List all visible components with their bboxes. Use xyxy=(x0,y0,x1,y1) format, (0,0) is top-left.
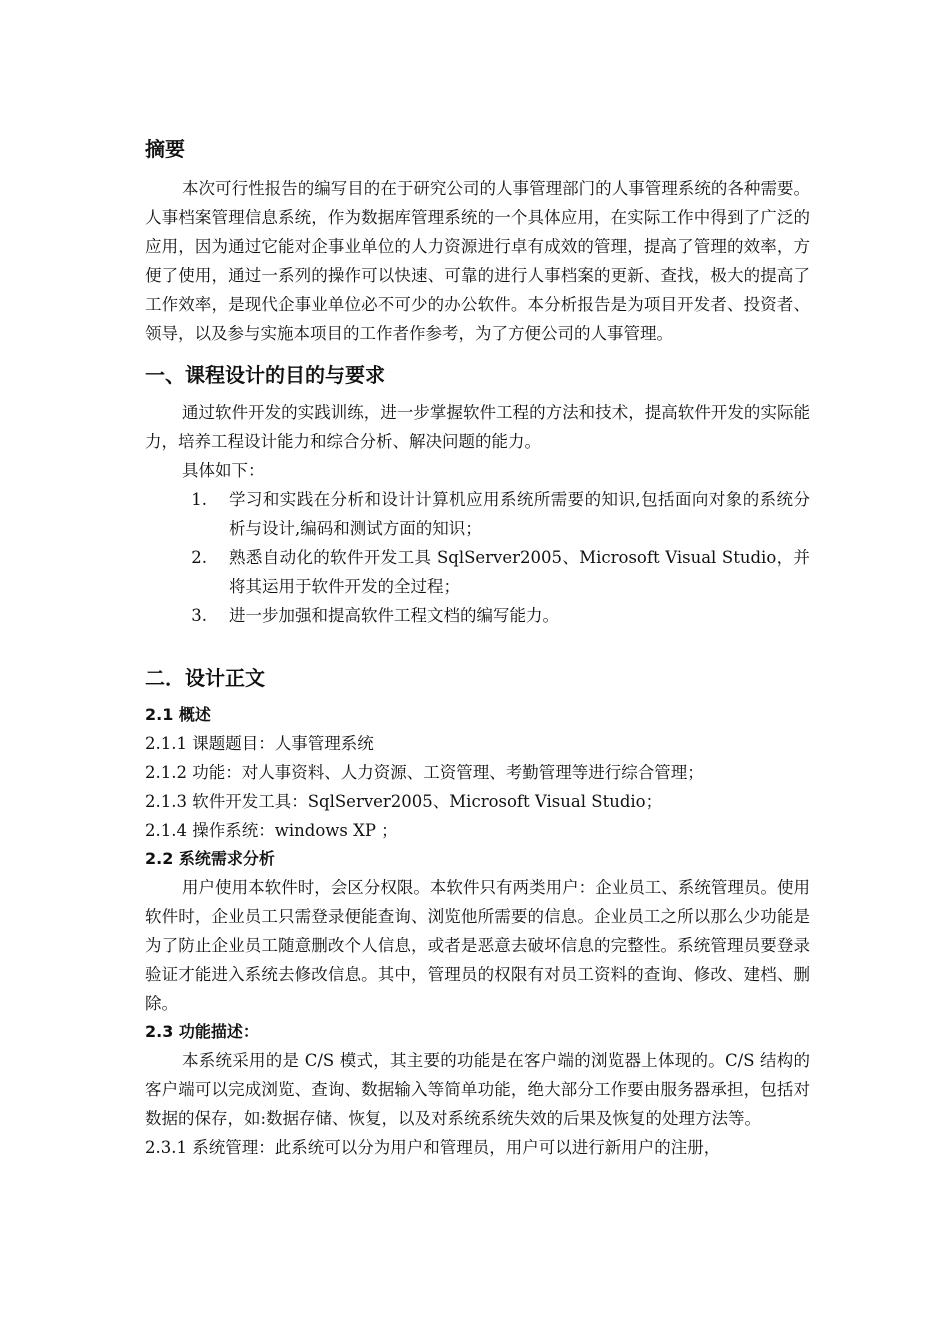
list-item xyxy=(145,485,810,543)
section-1-heading: 一、课程设计的目的与要求 xyxy=(145,363,385,387)
section-2-2-paragraph: 用户使用本软件时，会区分权限。本软件只有两类用户：企业员工、系统管理员。使用软件时，企业员工只需登录便能查询、浏览他所需要的信息。企业员工之所以那么少功能是为了防止企业员工随意删改个人信息，或者是恶意去破坏信息的完整性。系统管理员要登录验证才能进入系统去修改信息。其中，管理员的权限有对员工资料的查询、修改、建档、删除。 xyxy=(145,878,810,1013)
list-item xyxy=(145,543,810,601)
section-2-3-paragraph: 本系统采用的是 C/S 模式，其主要的功能是在客户端的浏览器上体现的。C/S 结构的客户端可以完成浏览、查询、数据输入等简单功能，绝大部分工作要由服务器承担，包括对数据的保存，如:数据存储、恢复，以及对系统系统失效的后果及恢复的处理方法等。 xyxy=(145,1051,810,1128)
document-body xyxy=(145,134,810,1162)
requirements-list xyxy=(145,485,810,630)
abstract-section xyxy=(145,134,810,348)
abstract-heading: 摘要 xyxy=(145,137,185,161)
section-1-intro: 通过软件开发的实践训练，进一步掌握软件工程的方法和技术，提高软件开发的实际能力，培养工程设计能力和综合分析、解决问题的能力。 xyxy=(145,403,810,451)
section-1-lead: 具体如下： xyxy=(182,461,265,480)
section-2 xyxy=(145,663,810,1162)
list-item-number: 1. xyxy=(191,490,207,509)
abstract-paragraph: 本次可行性报告的编写目的在于研究公司的人事管理部门的人事管理系统的各种需要。人事档案管理信息系统，作为数据库管理系统的一个具体应用，在实际工作中得到了广泛的应用，因为通过它能对企事业单位的人力资源进行卓有成效的管理，提高了管理的效率，方便了使用，通过一系列的操作可以快速、可靠的进行人事档案的更新、查找，极大的提高了工作效率，是现代企事业单位必不可少的办公软件。本分析报告是为项目开发者、投资者、领导，以及参与实施本项目的工作者作参考，为了方便公司的人事管理。 xyxy=(145,179,810,343)
list-item-number: 3. xyxy=(191,606,207,625)
list-item-text: 进一步加强和提高软件工程文档的编写能力。 xyxy=(229,606,559,625)
section-2-1-4: 2.1.4 操作系统：windows XP ； xyxy=(145,821,398,840)
section-1 xyxy=(145,360,810,630)
list-item-text: 学习和实践在分析和设计计算机应用系统所需要的知识,包括面向对象的系统分析与设计,编码和测试方面的知识； xyxy=(229,490,810,538)
section-2-1-heading: 2.1 概述 xyxy=(145,705,211,724)
section-2-heading: 二．设计正文 xyxy=(145,666,265,690)
section-2-3-heading: 2.3 功能描述： xyxy=(145,1022,259,1041)
list-item-number: 2. xyxy=(191,548,207,567)
section-2-1-3: 2.1.3 软件开发工具：SqlServer2005、Microsoft Visual Studio； xyxy=(145,792,663,811)
section-2-1-2: 2.1.2 功能：对人事资料、人力资源、工资管理、考勤管理等进行综合管理； xyxy=(145,763,704,782)
section-2-1-1: 2.1.1 课题题目：人事管理系统 xyxy=(145,734,374,753)
section-2-2-heading: 2.2 系统需求分析 xyxy=(145,849,275,868)
list-item-text: 熟悉自动化的软件开发工具 SqlServer2005、Microsoft Visual Studio，并将其运用于软件开发的全过程； xyxy=(229,548,810,596)
list-item xyxy=(145,601,810,630)
section-2-3-1: 2.3.1 系统管理：此系统可以分为用户和管理员，用户可以进行新用户的注册， xyxy=(145,1138,721,1157)
